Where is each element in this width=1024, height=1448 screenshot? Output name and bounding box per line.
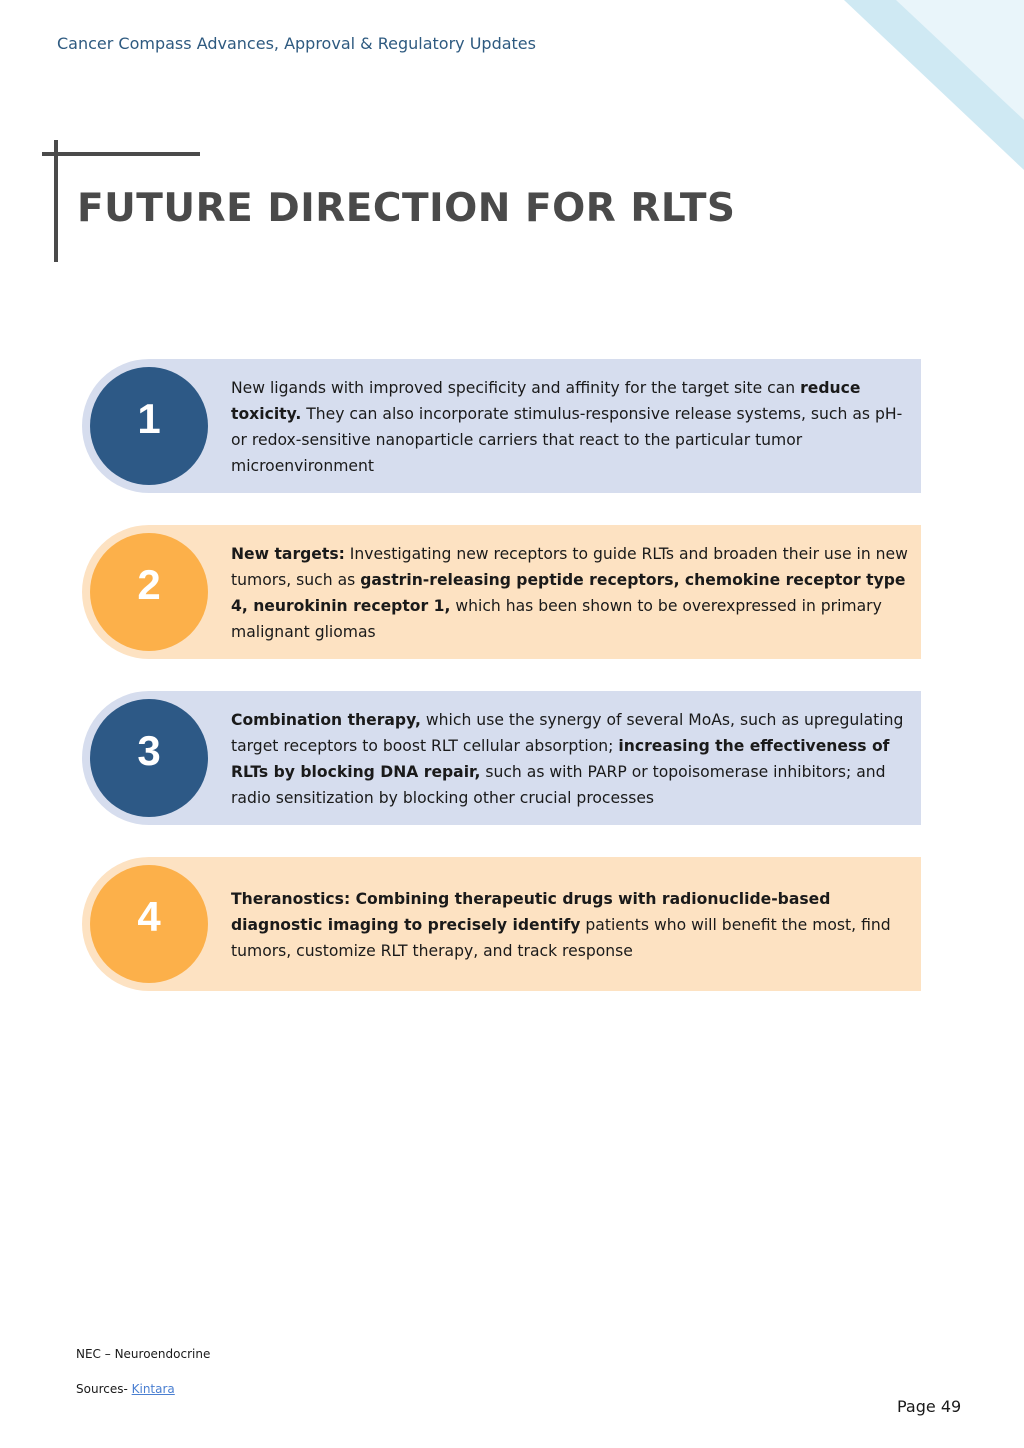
title-bracket-horizontal bbox=[42, 152, 200, 156]
item-text-bold-segment: New targets: bbox=[231, 545, 345, 563]
abbreviation-note: NEC – Neuroendocrine bbox=[76, 1347, 211, 1361]
item-text bbox=[231, 707, 911, 811]
item-text-bold-segment: Theranostics: Combining therapeutic drugs with radionuclide-based diagnostic imaging to precisely identify bbox=[231, 890, 831, 934]
list-item bbox=[82, 691, 921, 825]
item-text-segment: New ligands with improved specificity and affinity for the target site can bbox=[231, 379, 801, 397]
sources-line bbox=[76, 1382, 175, 1396]
item-text-segment: Investigating new receptors to guide RLTs and broaden their use in new tumors, such as bbox=[231, 545, 908, 589]
corner-decoration-highlight bbox=[896, 0, 1024, 120]
page-title: FUTURE DIRECTION FOR RLTS bbox=[77, 186, 736, 231]
page-number: Page 49 bbox=[897, 1397, 962, 1416]
item-text bbox=[231, 375, 911, 479]
item-number-badge: 2 bbox=[90, 533, 208, 651]
item-text-segment: patients who will benefit the most, find tumors, customize RLT therapy, and track response bbox=[231, 916, 891, 960]
title-bracket-vertical bbox=[54, 140, 58, 262]
item-text-segment: such as with PARP or topoisomerase inhibitors; and radio sensitization by blocking other crucial processes bbox=[231, 763, 886, 807]
item-text bbox=[231, 886, 911, 964]
list-item bbox=[82, 525, 921, 659]
item-number-badge: 1 bbox=[90, 367, 208, 485]
list-item bbox=[82, 359, 921, 493]
item-text-bold-segment: increasing the effectiveness of RLTs by blocking DNA repair, bbox=[231, 737, 890, 781]
item-text-segment: which use the synergy of several MoAs, such as upregulating target receptors to boost RLT cellular absorption; bbox=[231, 711, 904, 755]
item-text-bold-segment: reduce toxicity. bbox=[231, 379, 861, 423]
item-text-bold-segment: Combination therapy, bbox=[231, 711, 421, 729]
item-number-badge: 4 bbox=[90, 865, 208, 983]
item-text-segment: They can also incorporate stimulus-responsive release systems, such as pH- or redox-sensitive nanoparticle carriers that react to the particular tumor microenvironment bbox=[231, 405, 903, 475]
item-number-badge: 3 bbox=[90, 699, 208, 817]
sources-link[interactable]: Kintara bbox=[131, 1382, 175, 1396]
item-text-bold-segment: gastrin-releasing peptide receptors, chemokine receptor type 4, neurokinin receptor 1, bbox=[231, 571, 906, 615]
sources-label: Sources- bbox=[76, 1382, 132, 1396]
item-text bbox=[231, 541, 911, 645]
list-item bbox=[82, 857, 921, 991]
item-text-segment: which has been shown to be overexpressed in primary malignant gliomas bbox=[231, 597, 882, 641]
running-header: Cancer Compass Advances, Approval & Regulatory Updates bbox=[57, 34, 536, 53]
